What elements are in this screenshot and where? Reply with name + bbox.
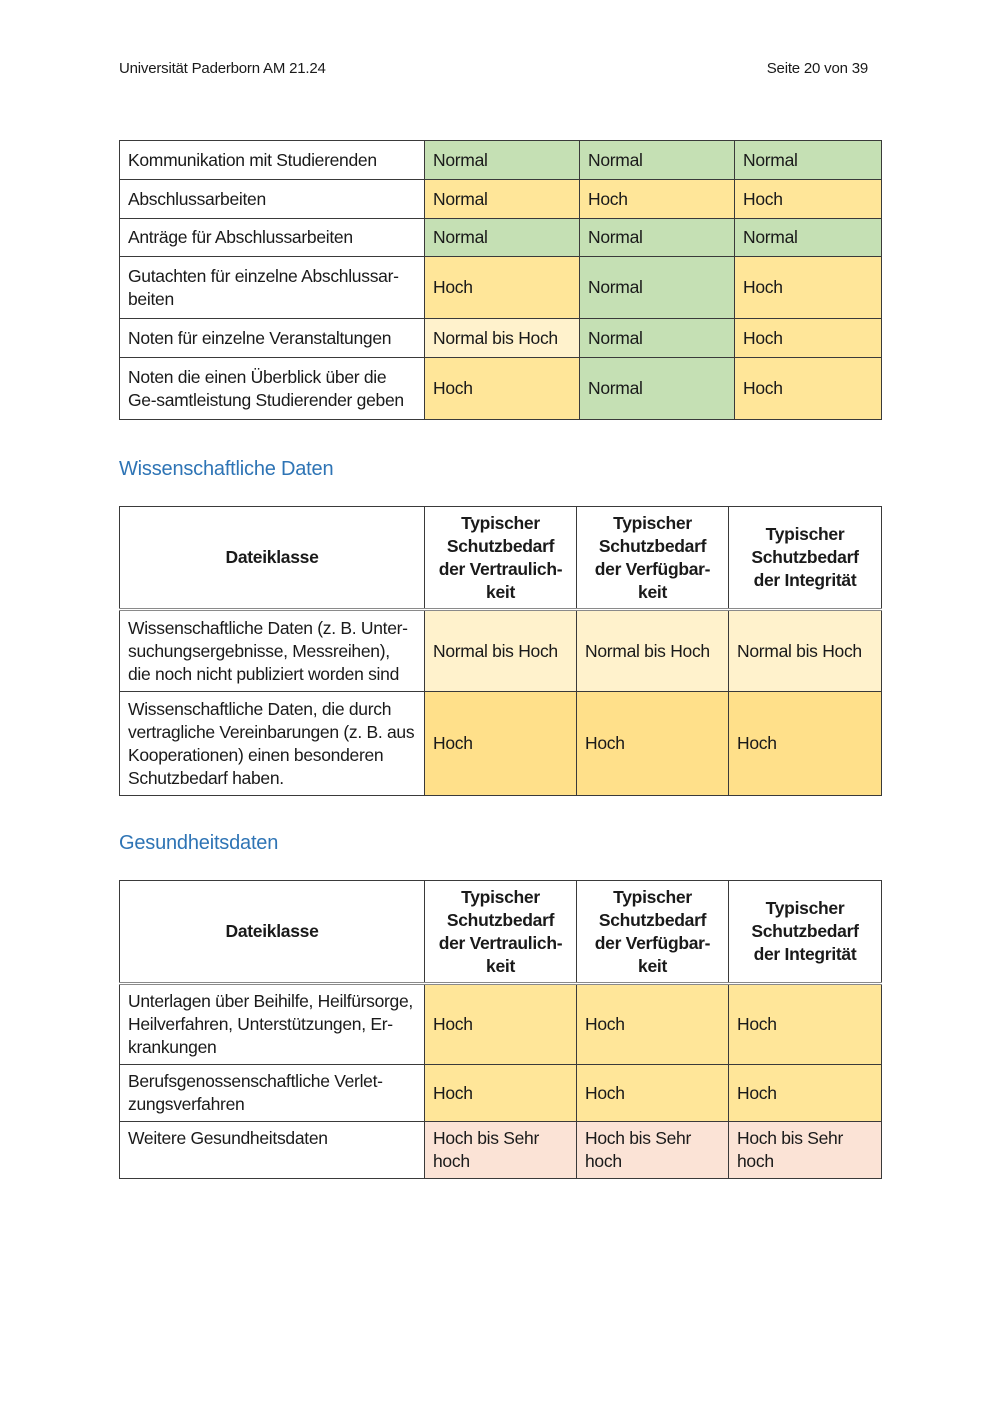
table-row xyxy=(120,141,882,180)
value-cell: Hoch xyxy=(735,319,882,358)
column-header: Dateiklasse xyxy=(120,507,425,610)
row-label: Unterlagen über Beihilfe, Heilfürsorge, Heilverfahren, Unterstützungen, Er-krankungen xyxy=(120,984,425,1065)
header-page-number: Seite 20 von 39 xyxy=(766,60,868,77)
value-cell: Hoch xyxy=(729,1065,882,1122)
section-heading-wissenschaftliche-daten: Wissenschaftliche Daten xyxy=(119,458,334,480)
row-label: Wissenschaftliche Daten, die durch vertragliche Vereinbarungen (z. B. aus Kooperationen) einen besonderen Schutzbedarf haben. xyxy=(120,692,425,796)
table-row xyxy=(120,610,882,692)
table-row xyxy=(120,358,882,420)
value-cell: Normal xyxy=(580,141,735,180)
value-cell: Hoch xyxy=(425,257,580,319)
table-continued xyxy=(119,140,882,420)
row-label: Kommunikation mit Studierenden xyxy=(120,141,425,180)
value-cell: Hoch xyxy=(577,692,729,796)
value-cell: Hoch xyxy=(729,984,882,1065)
table-row xyxy=(120,984,882,1065)
table-row xyxy=(120,319,882,358)
table-row xyxy=(120,1065,882,1122)
row-label: Noten für einzelne Veranstaltungen xyxy=(120,319,425,358)
table-row xyxy=(120,219,882,257)
column-header: Typischer Schutzbedarf der Verfügbar-keit xyxy=(577,881,729,984)
column-header: Typischer Schutzbedarf der Integrität xyxy=(729,881,882,984)
table-row xyxy=(120,180,882,219)
value-cell: Hoch bis Sehr hoch xyxy=(729,1122,882,1179)
row-label: Noten die einen Überblick über die Ge-samtleistung Studierender geben xyxy=(120,358,425,420)
value-cell: Hoch xyxy=(735,257,882,319)
row-label: Anträge für Abschlussarbeiten xyxy=(120,219,425,257)
value-cell: Hoch xyxy=(577,1065,729,1122)
column-header: Typischer Schutzbedarf der Verfügbar-keit xyxy=(577,507,729,610)
value-cell: Hoch xyxy=(425,692,577,796)
row-label: Berufsgenossenschaftliche Verlet-zungsverfahren xyxy=(120,1065,425,1122)
table-header-row xyxy=(120,507,882,610)
value-cell: Hoch xyxy=(425,1065,577,1122)
value-cell: Hoch xyxy=(425,984,577,1065)
value-cell: Normal xyxy=(735,141,882,180)
value-cell: Hoch bis Sehr hoch xyxy=(577,1122,729,1179)
value-cell: Normal xyxy=(425,219,580,257)
value-cell: Hoch xyxy=(729,692,882,796)
table-wissenschaftliche-daten xyxy=(119,506,882,796)
header-left: Universität Paderborn AM 21.24 xyxy=(119,60,326,77)
value-cell: Normal xyxy=(735,219,882,257)
value-cell: Normal bis Hoch xyxy=(425,610,577,692)
column-header: Typischer Schutzbedarf der Integrität xyxy=(729,507,882,610)
row-label: Weitere Gesundheitsdaten xyxy=(120,1122,425,1179)
table-row xyxy=(120,257,882,319)
value-cell: Normal xyxy=(580,319,735,358)
value-cell: Normal bis Hoch xyxy=(729,610,882,692)
value-cell: Normal xyxy=(580,219,735,257)
value-cell: Hoch xyxy=(580,180,735,219)
value-cell: Normal xyxy=(580,257,735,319)
value-cell: Hoch xyxy=(425,358,580,420)
table-row xyxy=(120,692,882,796)
value-cell: Normal bis Hoch xyxy=(577,610,729,692)
row-label: Wissenschaftliche Daten (z. B. Unter-suchungsergebnisse, Messreihen), die noch nicht publiziert worden sind xyxy=(120,610,425,692)
table-row xyxy=(120,1122,882,1179)
value-cell: Hoch bis Sehr hoch xyxy=(425,1122,577,1179)
column-header: Typischer Schutzbedarf der Vertraulich-keit xyxy=(425,507,577,610)
value-cell: Hoch xyxy=(577,984,729,1065)
value-cell: Hoch xyxy=(735,358,882,420)
value-cell: Normal xyxy=(425,141,580,180)
column-header: Dateiklasse xyxy=(120,881,425,984)
table-header-row xyxy=(120,881,882,984)
section-heading-gesundheitsdaten: Gesundheitsdaten xyxy=(119,832,279,854)
row-label: Gutachten für einzelne Abschlussar-beiten xyxy=(120,257,425,319)
column-header: Typischer Schutzbedarf der Vertraulich-keit xyxy=(425,881,577,984)
row-label: Abschlussarbeiten xyxy=(120,180,425,219)
value-cell: Normal xyxy=(425,180,580,219)
value-cell: Hoch xyxy=(735,180,882,219)
value-cell: Normal bis Hoch xyxy=(425,319,580,358)
table-gesundheitsdaten xyxy=(119,880,882,1179)
value-cell: Normal xyxy=(580,358,735,420)
